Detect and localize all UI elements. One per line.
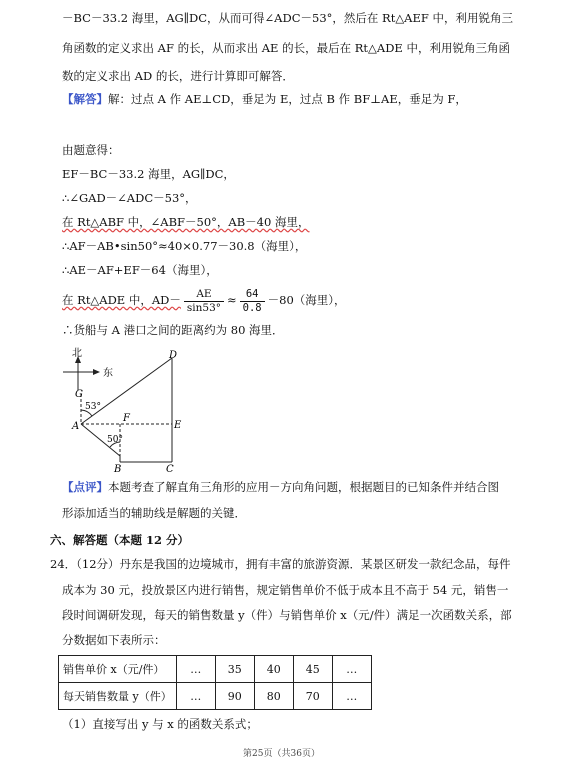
- fraction-2-denominator: 0.8: [242, 301, 262, 314]
- table-cell: …: [332, 683, 371, 710]
- step-5: ∴AE－AF+EF－64（海里），: [62, 263, 218, 277]
- table-cell: 80: [254, 683, 293, 710]
- table-cell: 35: [215, 656, 254, 683]
- step-1: EF－BC－33.2 海里，AG∥DC，: [62, 167, 235, 181]
- analysis-line-1: －BC－33.2 海里，AG∥DC，从而可得∠ADC－53°，然后在 Rt△AEF 中，利用锐角三: [62, 11, 514, 25]
- label-e: E: [174, 420, 182, 431]
- table-row: [59, 656, 372, 683]
- label-f: F: [123, 413, 130, 424]
- comment-line-1: [62, 479, 499, 495]
- label-b: B: [114, 464, 122, 474]
- fraction-1-numerator: AE: [184, 288, 224, 302]
- section-heading: 六、解答题（本题 12 分）: [50, 533, 190, 547]
- analysis-line-2: 角函数的定义求出 AF 的长，从而求出 AE 的长，最后在 Rt△ADE 中，利用锐角三角函: [62, 41, 510, 55]
- label-g: G: [75, 389, 83, 400]
- table-cell: 销售单价 x（元/件）: [59, 656, 177, 683]
- step-6-suffix: －80（海里），: [267, 293, 346, 307]
- label-c: C: [166, 464, 174, 474]
- given-label: 由题意得：: [62, 143, 120, 157]
- fraction-64-0.8: [240, 288, 265, 315]
- label-a: A: [72, 421, 80, 432]
- table-cell: …: [332, 656, 371, 683]
- table-cell: 40: [254, 656, 293, 683]
- fraction-2-numerator: 64: [240, 288, 265, 302]
- solution-line: [62, 91, 467, 107]
- approx-sign: ≈: [227, 293, 237, 307]
- table-cell: 70: [293, 683, 332, 710]
- sub-question-1: （1）直接写出 y 与 x 的函数关系式；: [62, 717, 258, 731]
- step-6: [62, 286, 346, 315]
- fraction-ae-sin53: [184, 288, 224, 315]
- label-d: D: [169, 350, 178, 361]
- step-4: ∴AF－AB•sin50°≈40×0.77－30.8（海里），: [62, 239, 307, 253]
- fraction-1-denominator: sin53°: [186, 301, 222, 314]
- question-24-line-2: 成本为 30 元，投放景区内进行销售，规定销售单价不低于成本且不高于 54 元，销售一: [62, 583, 509, 597]
- question-24-line-4: 分数据如下表所示：: [62, 633, 166, 647]
- solution-tag: 【解答】: [62, 92, 108, 106]
- analysis-line-3: 数的定义求出 AD 的长，进行计算即可解答．: [62, 69, 294, 83]
- east-arrow: [93, 369, 100, 375]
- question-24-line-1: 24．（12分）丹东是我国的边境城市，拥有丰富的旅游资源．某景区研发一款纪念品，每件: [50, 557, 511, 571]
- angle-label-53: 53°: [85, 402, 101, 412]
- geometry-diagram: [58, 346, 198, 474]
- table-cell: …: [176, 683, 215, 710]
- step-6-prefix: 在 Rt△ADE 中，AD－: [62, 293, 181, 307]
- table-row: [59, 683, 372, 710]
- table-cell: 45: [293, 656, 332, 683]
- question-24-line-3: 段时间调研发现，每天的销售数量 y（件）与销售单价 x（元/件）满足一次函数关系，部: [62, 608, 512, 622]
- comment-line-2: 形添加适当的辅助线是解题的关键．: [62, 506, 246, 520]
- table-cell: 每天销售数量 y（件）: [59, 683, 177, 710]
- north-label: 北: [72, 348, 82, 359]
- east-label: 东: [103, 368, 113, 379]
- data-table: [58, 655, 372, 710]
- angle-label-50: 50°: [107, 435, 123, 445]
- table-cell: 90: [215, 683, 254, 710]
- solution-text: 解：过点 A 作 AE⊥CD，垂足为 E，过点 B 作 BF⊥AE，垂足为 F，: [108, 92, 467, 106]
- step-3: 在 Rt△ABF 中，∠ABF－50°，AB－40 海里，: [62, 215, 310, 229]
- conclusion-line: ∴货船与 A 港口之间的距离约为 80 海里．: [62, 323, 284, 337]
- page-footer: 第25页（共36页）: [243, 749, 320, 759]
- comment-tag: 【点评】: [62, 480, 108, 494]
- comment-text: 本题考查了解直角三角形的应用－方向角问题，根据题目的已知条件并结合图: [108, 480, 499, 494]
- table-cell: …: [176, 656, 215, 683]
- step-2: ∴∠GAD－∠ADC－53°，: [62, 191, 197, 205]
